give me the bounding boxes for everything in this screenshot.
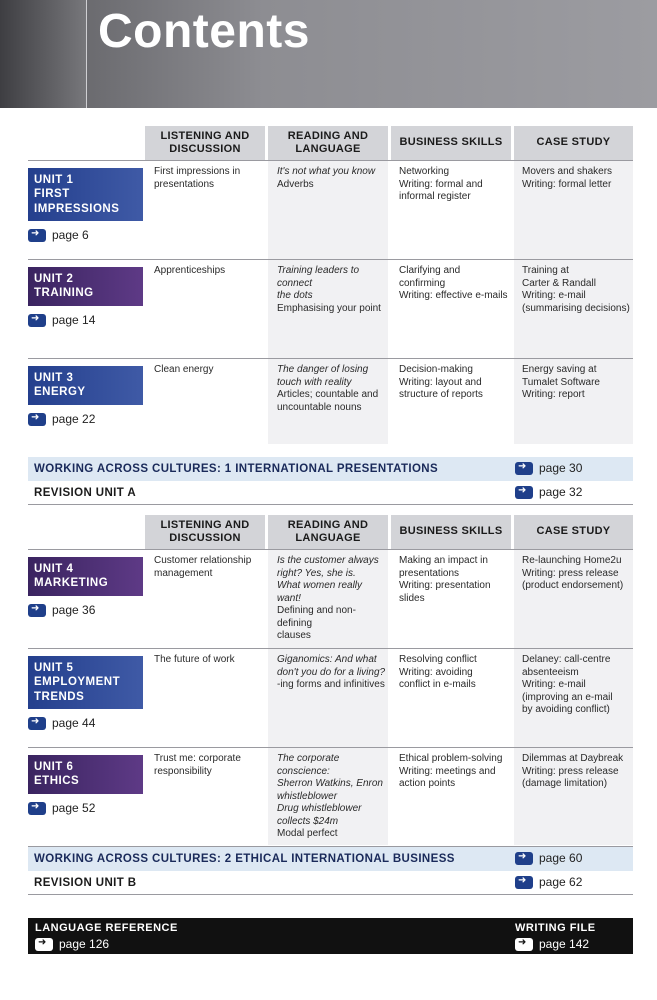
cell-line: collects $24m bbox=[277, 815, 339, 827]
unit-6-case bbox=[522, 753, 631, 791]
band-label: REVISION UNIT B bbox=[34, 876, 137, 889]
band-label: WORKING ACROSS CULTURES: 2 ETHICAL INTERNATIONAL BUSINESS bbox=[34, 853, 455, 865]
row-divider bbox=[28, 160, 633, 161]
column-header-label: CASE STUDY bbox=[536, 525, 611, 538]
band-page-link[interactable] bbox=[515, 875, 582, 889]
unit-6-skills bbox=[399, 753, 509, 791]
cell-line: (damage limitation) bbox=[522, 778, 608, 789]
cell-line: Decision-making bbox=[399, 364, 473, 375]
cell-line: Resolving conflict bbox=[399, 654, 477, 665]
band-2[interactable] bbox=[28, 847, 633, 871]
cell-line: don't you do for a living? bbox=[277, 666, 386, 678]
row-divider bbox=[28, 549, 633, 550]
unit-1-page-link[interactable] bbox=[28, 228, 89, 242]
cell-line: clauses bbox=[277, 630, 311, 641]
band-page-number: page 62 bbox=[539, 875, 583, 889]
unit-3-listening bbox=[154, 364, 264, 377]
band-page-number: page 60 bbox=[539, 851, 583, 865]
cell-line: Writing: press release bbox=[522, 765, 619, 777]
cell-line: absenteeism bbox=[522, 666, 579, 678]
unit-label-line: UNIT 1 bbox=[34, 174, 74, 186]
unit-2-page-link[interactable] bbox=[28, 313, 95, 327]
cell-line: Is the customer always bbox=[277, 555, 379, 566]
cell-line: Dilemmas at Daybreak bbox=[522, 753, 624, 764]
cell-line: Customer relationship bbox=[154, 555, 252, 566]
unit-2-reading bbox=[277, 265, 387, 315]
unit-2-listening bbox=[154, 265, 264, 278]
unit-5-listening bbox=[154, 654, 264, 667]
arrow-right-icon bbox=[28, 413, 46, 426]
band-label: REVISION UNIT A bbox=[34, 486, 137, 499]
cell-line: The future of work bbox=[154, 654, 235, 665]
unit-page-number: page 14 bbox=[52, 313, 96, 327]
unit-1-case bbox=[522, 166, 631, 191]
language-reference-label: LANGUAGE REFERENCE bbox=[35, 922, 178, 934]
cell-line: The danger of losing bbox=[277, 364, 369, 375]
language-reference-link[interactable] bbox=[35, 937, 109, 951]
cell-line: Writing: formal and bbox=[399, 178, 483, 190]
cell-line: (product endorsement) bbox=[522, 580, 624, 591]
unit-4-page-link[interactable] bbox=[28, 603, 95, 617]
cell-line: right? Yes, she is. bbox=[277, 567, 356, 579]
cell-line: Delaney: call-centre bbox=[522, 654, 611, 665]
unit-4-label bbox=[28, 557, 143, 596]
column-header-0 bbox=[145, 126, 265, 160]
band-page-link[interactable] bbox=[515, 851, 582, 865]
unit-2-skills bbox=[399, 265, 509, 303]
arrow-right-icon bbox=[35, 938, 53, 951]
cell-line: Training leaders to connect bbox=[277, 265, 360, 289]
page-title: Contents bbox=[98, 5, 310, 58]
header-banner bbox=[0, 0, 657, 108]
cell-line: presentations bbox=[154, 178, 215, 190]
arrow-right-icon bbox=[28, 717, 46, 730]
arrow-right-icon bbox=[28, 802, 46, 815]
cell-line: (summarising decisions) bbox=[522, 302, 630, 314]
unit-page-number: page 52 bbox=[52, 801, 96, 815]
cell-line: -ing forms and infinitives bbox=[277, 679, 385, 690]
unit-1-listening bbox=[154, 166, 264, 191]
unit-label-line: UNIT 2 bbox=[34, 273, 74, 285]
unit-5-case bbox=[522, 654, 631, 717]
unit-label-line: UNIT 5 bbox=[34, 662, 74, 674]
unit-label-line: MARKETING bbox=[34, 577, 109, 590]
unit-label-line: UNIT 4 bbox=[34, 563, 74, 575]
unit-label-line: IMPRESSIONS bbox=[34, 202, 120, 215]
row-divider bbox=[28, 259, 633, 260]
cell-line: Writing: effective e-mails bbox=[399, 290, 508, 301]
column-header-3 bbox=[514, 515, 633, 549]
unit-5-reading bbox=[277, 654, 387, 692]
header-divider bbox=[86, 0, 87, 108]
cell-line: Clarifying and confirming bbox=[399, 265, 461, 289]
arrow-right-icon bbox=[28, 604, 46, 617]
column-header-label: CASE STUDY bbox=[536, 136, 611, 149]
cell-line: Ethical problem-solving bbox=[399, 753, 503, 764]
arrow-right-icon bbox=[515, 852, 533, 865]
column-header-1 bbox=[268, 515, 388, 549]
unit-5-label bbox=[28, 656, 143, 709]
writing-file-label: WRITING FILE bbox=[515, 922, 596, 934]
column-header-2 bbox=[391, 515, 511, 549]
cell-line: Emphasising your point bbox=[277, 302, 381, 314]
cell-line: Drug whistleblower bbox=[277, 803, 362, 814]
cell-line: touch with reality bbox=[277, 376, 352, 388]
unit-label-line: UNIT 6 bbox=[34, 761, 74, 773]
band-0[interactable] bbox=[28, 457, 633, 481]
cell-line: Writing: avoiding bbox=[399, 666, 473, 678]
cell-line: Writing: layout and bbox=[399, 376, 482, 388]
cell-line: uncountable nouns bbox=[277, 401, 362, 413]
column-header-3 bbox=[514, 126, 633, 160]
unit-page-number: page 22 bbox=[52, 412, 96, 426]
unit-3-reading bbox=[277, 364, 387, 414]
cell-line: Writing: presentation bbox=[399, 580, 491, 591]
unit-6-reading bbox=[277, 753, 387, 841]
unit-2-label bbox=[28, 267, 143, 306]
cell-line: Writing: meetings and bbox=[399, 765, 496, 777]
cell-line: The corporate conscience: bbox=[277, 753, 340, 777]
cell-line: Training at bbox=[522, 265, 569, 276]
unit-label-line: FIRST bbox=[34, 188, 70, 201]
unit-4-case bbox=[522, 555, 631, 593]
cell-line: Clean energy bbox=[154, 364, 214, 375]
column-header-label: READING AND LANGUAGE bbox=[287, 518, 369, 544]
cell-line: management bbox=[154, 567, 213, 579]
unit-1-label bbox=[28, 168, 143, 221]
cell-line: Writing: e-mail bbox=[522, 290, 586, 301]
unit-5-page-link[interactable] bbox=[28, 716, 95, 730]
cell-line: Defining and non-defining bbox=[277, 605, 356, 629]
cell-line: conflict in e-mails bbox=[399, 679, 476, 690]
unit-1-reading bbox=[277, 166, 387, 191]
cell-line: Writing: press release bbox=[522, 567, 619, 579]
unit-3-page-link[interactable] bbox=[28, 412, 95, 426]
cell-line: Writing: formal letter bbox=[522, 178, 612, 190]
writing-file-page: page 142 bbox=[539, 937, 590, 951]
writing-file-link[interactable] bbox=[515, 937, 589, 951]
column-header-label: BUSINESS SKILLS bbox=[399, 525, 503, 538]
cell-line: Modal perfect bbox=[277, 828, 338, 839]
unit-label-line: TRAINING bbox=[34, 287, 94, 300]
cell-line: First impressions in bbox=[154, 166, 241, 177]
unit-6-label bbox=[28, 755, 143, 794]
row-divider bbox=[28, 747, 633, 748]
cell-line: Carter & Randall bbox=[522, 277, 596, 289]
column-header-label: READING AND LANGUAGE bbox=[287, 129, 369, 155]
cell-line: Sherron Watkins, Enron bbox=[277, 778, 383, 789]
column-header-2 bbox=[391, 126, 511, 160]
unit-label-line: EMPLOYMENT bbox=[34, 676, 121, 689]
band-3[interactable] bbox=[28, 871, 633, 895]
unit-3-skills bbox=[399, 364, 509, 402]
cell-line: Writing: report bbox=[522, 389, 585, 400]
arrow-right-icon bbox=[515, 486, 533, 499]
cell-line: Tumalet Software bbox=[522, 376, 600, 388]
column-header-0 bbox=[145, 515, 265, 549]
unit-2-case bbox=[522, 265, 631, 315]
cell-line: slides bbox=[399, 592, 425, 604]
unit-label-line: ETHICS bbox=[34, 775, 80, 788]
cell-line: What women really want! bbox=[277, 580, 363, 604]
band-page-number: page 30 bbox=[539, 461, 583, 475]
footer-bar bbox=[28, 918, 633, 954]
column-header-label: LISTENING AND DISCUSSION bbox=[160, 518, 250, 544]
cell-line: Articles; countable and bbox=[277, 389, 379, 400]
arrow-right-icon bbox=[515, 462, 533, 475]
cell-line: whistleblower bbox=[277, 790, 338, 802]
unit-1-skills bbox=[399, 166, 509, 204]
cell-line: Apprenticeships bbox=[154, 265, 226, 276]
unit-6-page-link[interactable] bbox=[28, 801, 95, 815]
arrow-right-icon bbox=[28, 229, 46, 242]
column-header-label: LISTENING AND DISCUSSION bbox=[160, 129, 250, 155]
band-label: WORKING ACROSS CULTURES: 1 INTERNATIONAL PRESENTATIONS bbox=[34, 463, 439, 475]
unit-page-number: page 36 bbox=[52, 603, 96, 617]
header-left-band bbox=[0, 0, 86, 108]
unit-6-listening bbox=[154, 753, 264, 778]
row-divider bbox=[28, 648, 633, 649]
band-page-link[interactable] bbox=[515, 461, 582, 475]
cell-line: It's not what you know bbox=[277, 166, 376, 177]
unit-label-line: UNIT 3 bbox=[34, 372, 74, 384]
band-page-number: page 32 bbox=[539, 485, 583, 499]
unit-label-line: ENERGY bbox=[34, 386, 86, 399]
cell-line: Adverbs bbox=[277, 178, 314, 190]
cell-line: Movers and shakers bbox=[522, 166, 613, 177]
cell-line: Re-launching Home2u bbox=[522, 555, 622, 566]
arrow-right-icon bbox=[28, 314, 46, 327]
unit-3-label bbox=[28, 366, 143, 405]
column-header-1 bbox=[268, 126, 388, 160]
cell-line: responsibility bbox=[154, 765, 212, 777]
cell-line: Making an impact in bbox=[399, 555, 488, 566]
unit-4-listening bbox=[154, 555, 264, 580]
unit-page-number: page 44 bbox=[52, 716, 96, 730]
unit-5-skills bbox=[399, 654, 509, 692]
cell-line: structure of reports bbox=[399, 389, 483, 400]
arrow-right-icon bbox=[515, 876, 533, 889]
unit-label-line: TRENDS bbox=[34, 690, 85, 703]
arrow-right-icon bbox=[515, 938, 533, 951]
cell-line: Giganomics: And what bbox=[277, 654, 377, 665]
cell-line: Energy saving at bbox=[522, 364, 597, 375]
cell-line: action points bbox=[399, 778, 456, 789]
cell-line: informal register bbox=[399, 191, 471, 202]
band-1[interactable] bbox=[28, 481, 633, 505]
language-reference-page: page 126 bbox=[59, 937, 110, 951]
cell-line: by avoiding conflict) bbox=[522, 704, 610, 715]
cell-line: the dots bbox=[277, 290, 313, 301]
unit-4-reading bbox=[277, 555, 387, 643]
cell-line: Trust me: corporate bbox=[154, 753, 241, 764]
cell-line: (improving an e-mail bbox=[522, 691, 613, 703]
unit-3-case bbox=[522, 364, 631, 402]
column-header-label: BUSINESS SKILLS bbox=[399, 136, 503, 149]
cell-line: Networking bbox=[399, 166, 450, 177]
row-divider bbox=[28, 358, 633, 359]
band-page-link[interactable] bbox=[515, 485, 582, 499]
unit-4-skills bbox=[399, 555, 509, 605]
unit-page-number: page 6 bbox=[52, 228, 89, 242]
cell-line: presentations bbox=[399, 567, 460, 579]
cell-line: Writing: e-mail bbox=[522, 679, 586, 690]
